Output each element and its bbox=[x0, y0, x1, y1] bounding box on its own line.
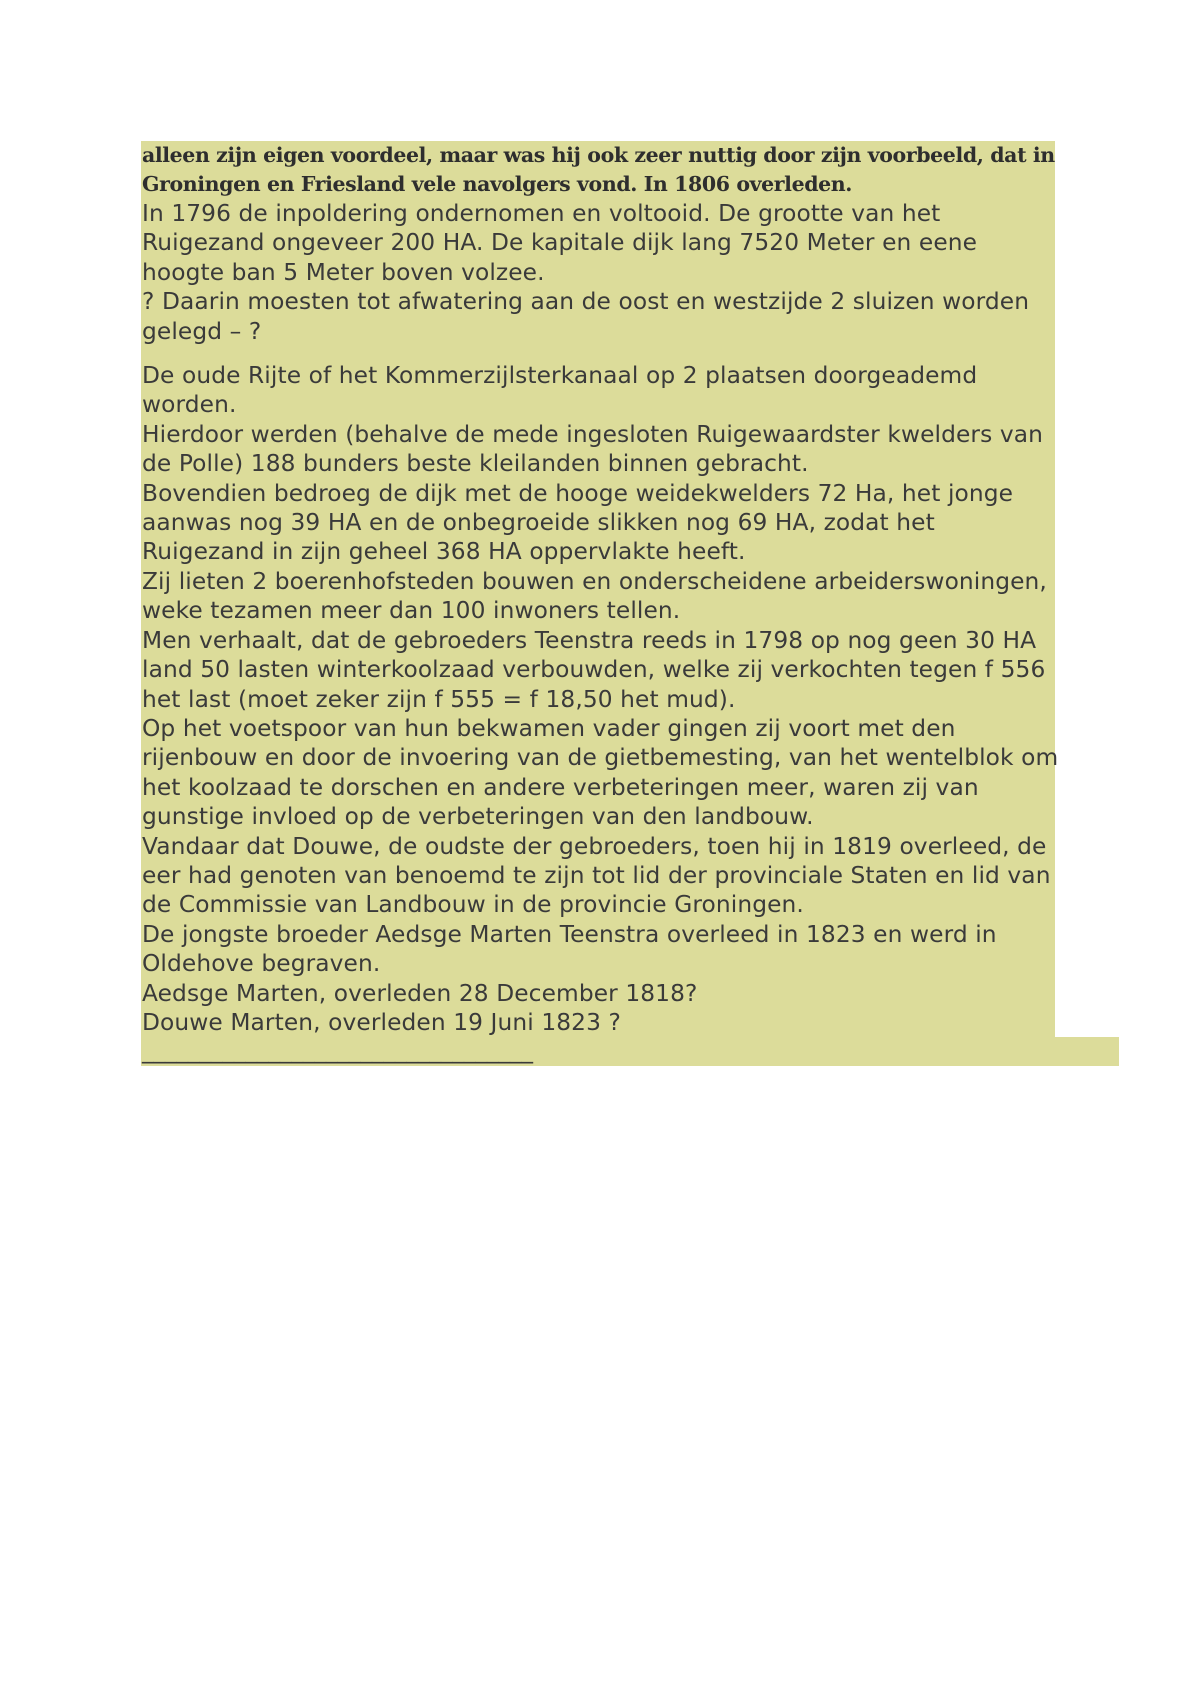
bold-line-1: alleen zijn eigen voordeel, maar was hij ook zeer nuttig door zijn voorbeeld, dat in bbox=[142, 143, 1055, 167]
paragraph-voetspoor: Op het voetspoor van hun bekwamen vader gingen zij voort met den rijenbouw en door de invoering van de gietbemesting, van het wentelblok om het koolzaad te dorschen en andere verbeteringen meer, waren zij van gunstige invloed op de verbeteringen van den landbouw. bbox=[142, 714, 1059, 831]
bold-line-2: Groningen en Friesland vele navolgers vond. In 1806 overleden. bbox=[142, 172, 853, 196]
paragraph-oude-rijte: De oude Rijte of het Kommerzijlsterkanaal op 2 plaatsen doorgeademd worden. bbox=[142, 362, 978, 419]
paragraph-men-verhaalt: Men verhaalt, dat de gebroeders Teenstra reeds in 1798 op nog geen 30 HA land 50 lasten winterkoolzaad verbouwden, welke zij verkochten tegen f 556 het last (moet zeker zijn f 555 = f 18,50 het mud). bbox=[142, 626, 1046, 713]
horizontal-rule-line: __________________________________ bbox=[142, 1038, 533, 1065]
paragraph-sluizen: ? Daarin moesten tot afwatering aan de oost en westzijde 2 sluizen worden gelegd – ? bbox=[142, 288, 1030, 345]
document-body bbox=[142, 141, 1062, 1066]
paragraph-inpoldering: In 1796 de inpoldering ondernomen en voltooid. De grootte van het Ruigezand ongeveer 200 HA. De kapitale dijk lang 7520 Meter en eene hoogte ban 5 Meter boven volzee. bbox=[142, 200, 978, 286]
paragraph-bovendien: Bovendien bedroeg de dijk met de hooge weidekwelders 72 Ha, het jonge aanwas nog 39 HA en de onbegroeide slikken nog 69 HA, zodat het Ruigezand in zijn geheel 368 HA oppervlakte heeft. bbox=[142, 479, 1014, 566]
paragraph-boerenhofsteden: Zij lieten 2 boerenhofsteden bouwen en onderscheidene arbeiderswoningen, weke tezamen meer dan 100 inwoners tellen. bbox=[142, 567, 1047, 625]
paragraph-aedsge-marten: Aedsge Marten, overleden 28 December 1818? bbox=[142, 979, 698, 1007]
paragraph-douwe-marten: Douwe Marten, overleden 19 Juni 1823 ? bbox=[142, 1008, 621, 1036]
paragraph-hierdoor: Hierdoor werden (behalve de mede ingesloten Ruigewaardster kwelders van de Polle) 188 bunders beste kleilanden binnen gebracht. bbox=[142, 420, 1043, 478]
paragraph-jongste-broeder: De jongste broeder Aedsge Marten Teenstra overleed in 1823 en werd in Oldehove begraven. bbox=[142, 920, 997, 978]
paragraph-vandaar: Vandaar dat Douwe, de oudste der gebroeders, toen hij in 1819 overleed, de eer had genoten van benoemd te zijn tot lid der provinciale Staten en lid van de Commissie van Landbouw in de provincie Groningen. bbox=[142, 832, 1051, 919]
